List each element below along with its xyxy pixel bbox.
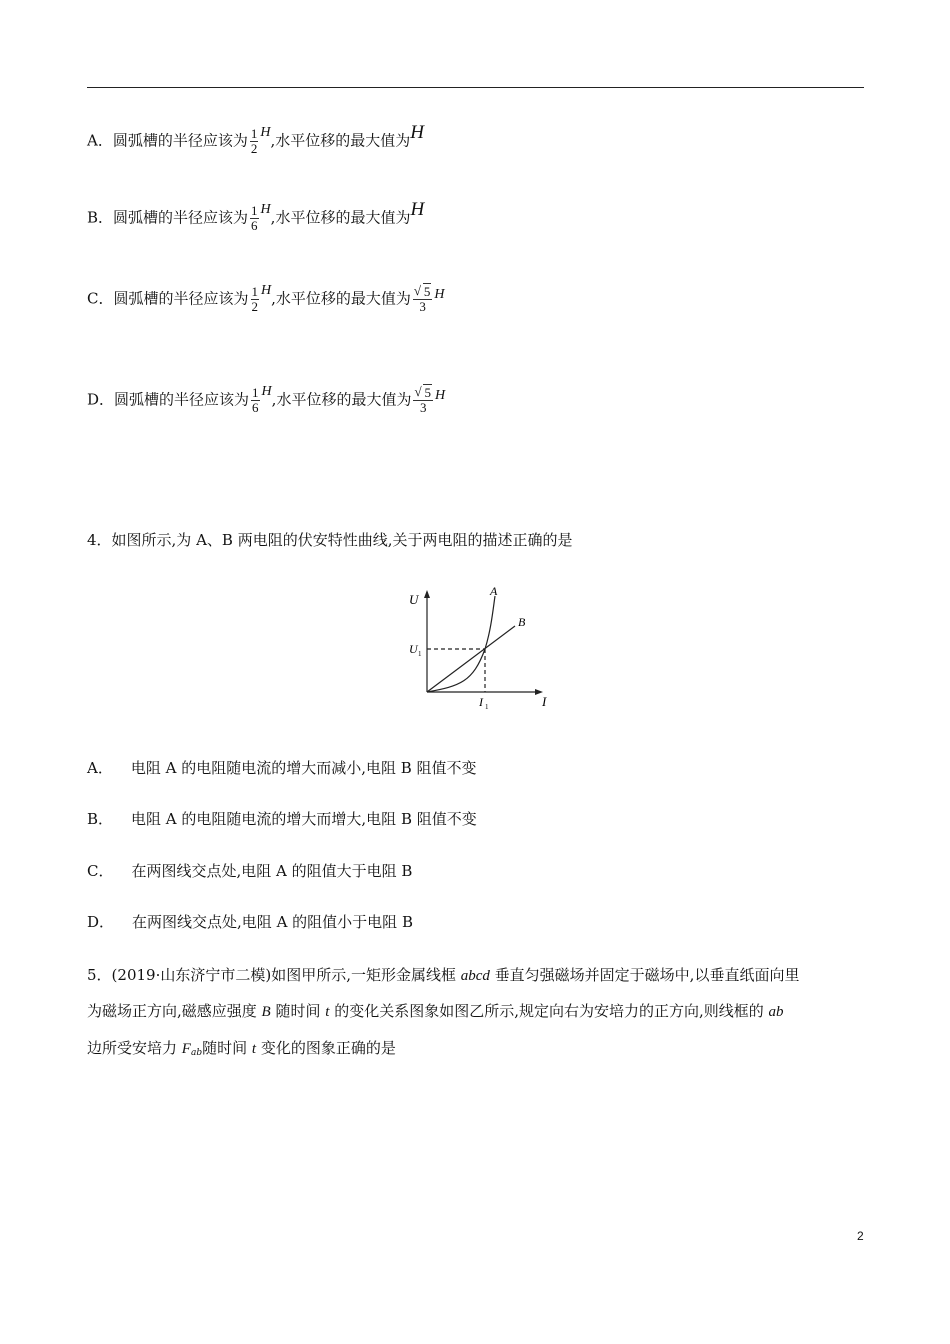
u-axis-label: U (409, 592, 419, 607)
fraction: $\frac{1}{6}$ (251, 203, 258, 233)
q4-option-c[interactable]: C． 在两图线交点处,电阻 A 的阻值大于电阻 B (87, 862, 413, 880)
u1-subscript: 1 (418, 650, 422, 658)
fraction: $\frac{1}{2}$ (251, 284, 258, 314)
line-b (427, 626, 515, 692)
page-number: 2 (857, 1229, 864, 1243)
q4-option-b[interactable]: B． 电阻 A 的电阻随电流的增大而增大,电阻 B 阻值不变 (87, 810, 477, 828)
i1-subscript: 1 (485, 703, 489, 711)
header-rule (87, 87, 864, 88)
iv-characteristic-graph (405, 582, 555, 717)
i-axis-label: I (542, 694, 547, 709)
fraction: $\frac{1}{2}$ (250, 126, 258, 156)
fraction: $\frac{1}{6}$ (252, 385, 259, 415)
q4-stem: 4．如图所示,为 A、B 两电阻的伏安特性曲线,关于两电阻的描述正确的是 (87, 531, 573, 549)
sqrt-fraction: √ 5 3 (413, 283, 431, 314)
u-axis-arrow (424, 590, 430, 598)
q5-stem-line-2: 为磁场正方向,磁感应强度 B 随时间 t 的变化关系图象如图乙所示,规定向右为安培力的正方向,则线框的 ab (87, 1002, 784, 1020)
curve-a-label: A (490, 584, 498, 598)
q5-stem-line-3: 边所受安培力 $F_{ab}$随时间 t 变化的图象正确的是 (87, 1039, 396, 1058)
u1-label: U (409, 642, 418, 656)
q3-option-a[interactable]: A．圆弧槽的半径应该为 $\frac{1}{2}$ H,水平位移的最大值为H (87, 121, 424, 156)
q3-option-c[interactable]: C．圆弧槽的半径应该为 $\frac{1}{2}$ H,水平位移的最大值为 √ 5 3 H (87, 282, 445, 314)
q4-option-d[interactable]: D． 在两图线交点处,电阻 A 的阻值小于电阻 B (87, 913, 413, 931)
sqrt-fraction: √ 5 3 (414, 384, 431, 415)
q3-option-b[interactable]: B．圆弧槽的半径应该为 $\frac{1}{6}$ H,水平位移的最大值为H (87, 198, 425, 233)
q5-stem-line-1: 5．(2019·山东济宁市二模)如图甲所示,一矩形金属线框 abcd 垂直匀强磁场并固定于磁场中,以垂直纸面向里 (87, 966, 800, 984)
q3-option-d[interactable]: D．圆弧槽的半径应该为 $\frac{1}{6}$ H,水平位移的最大值为 √ 5 3 H (87, 383, 446, 415)
line-b-label: B (518, 615, 526, 629)
q4-option-a[interactable]: A． 电阻 A 的电阻随电流的增大而减小,电阻 B 阻值不变 (87, 759, 477, 777)
i1-label: I (479, 695, 483, 709)
